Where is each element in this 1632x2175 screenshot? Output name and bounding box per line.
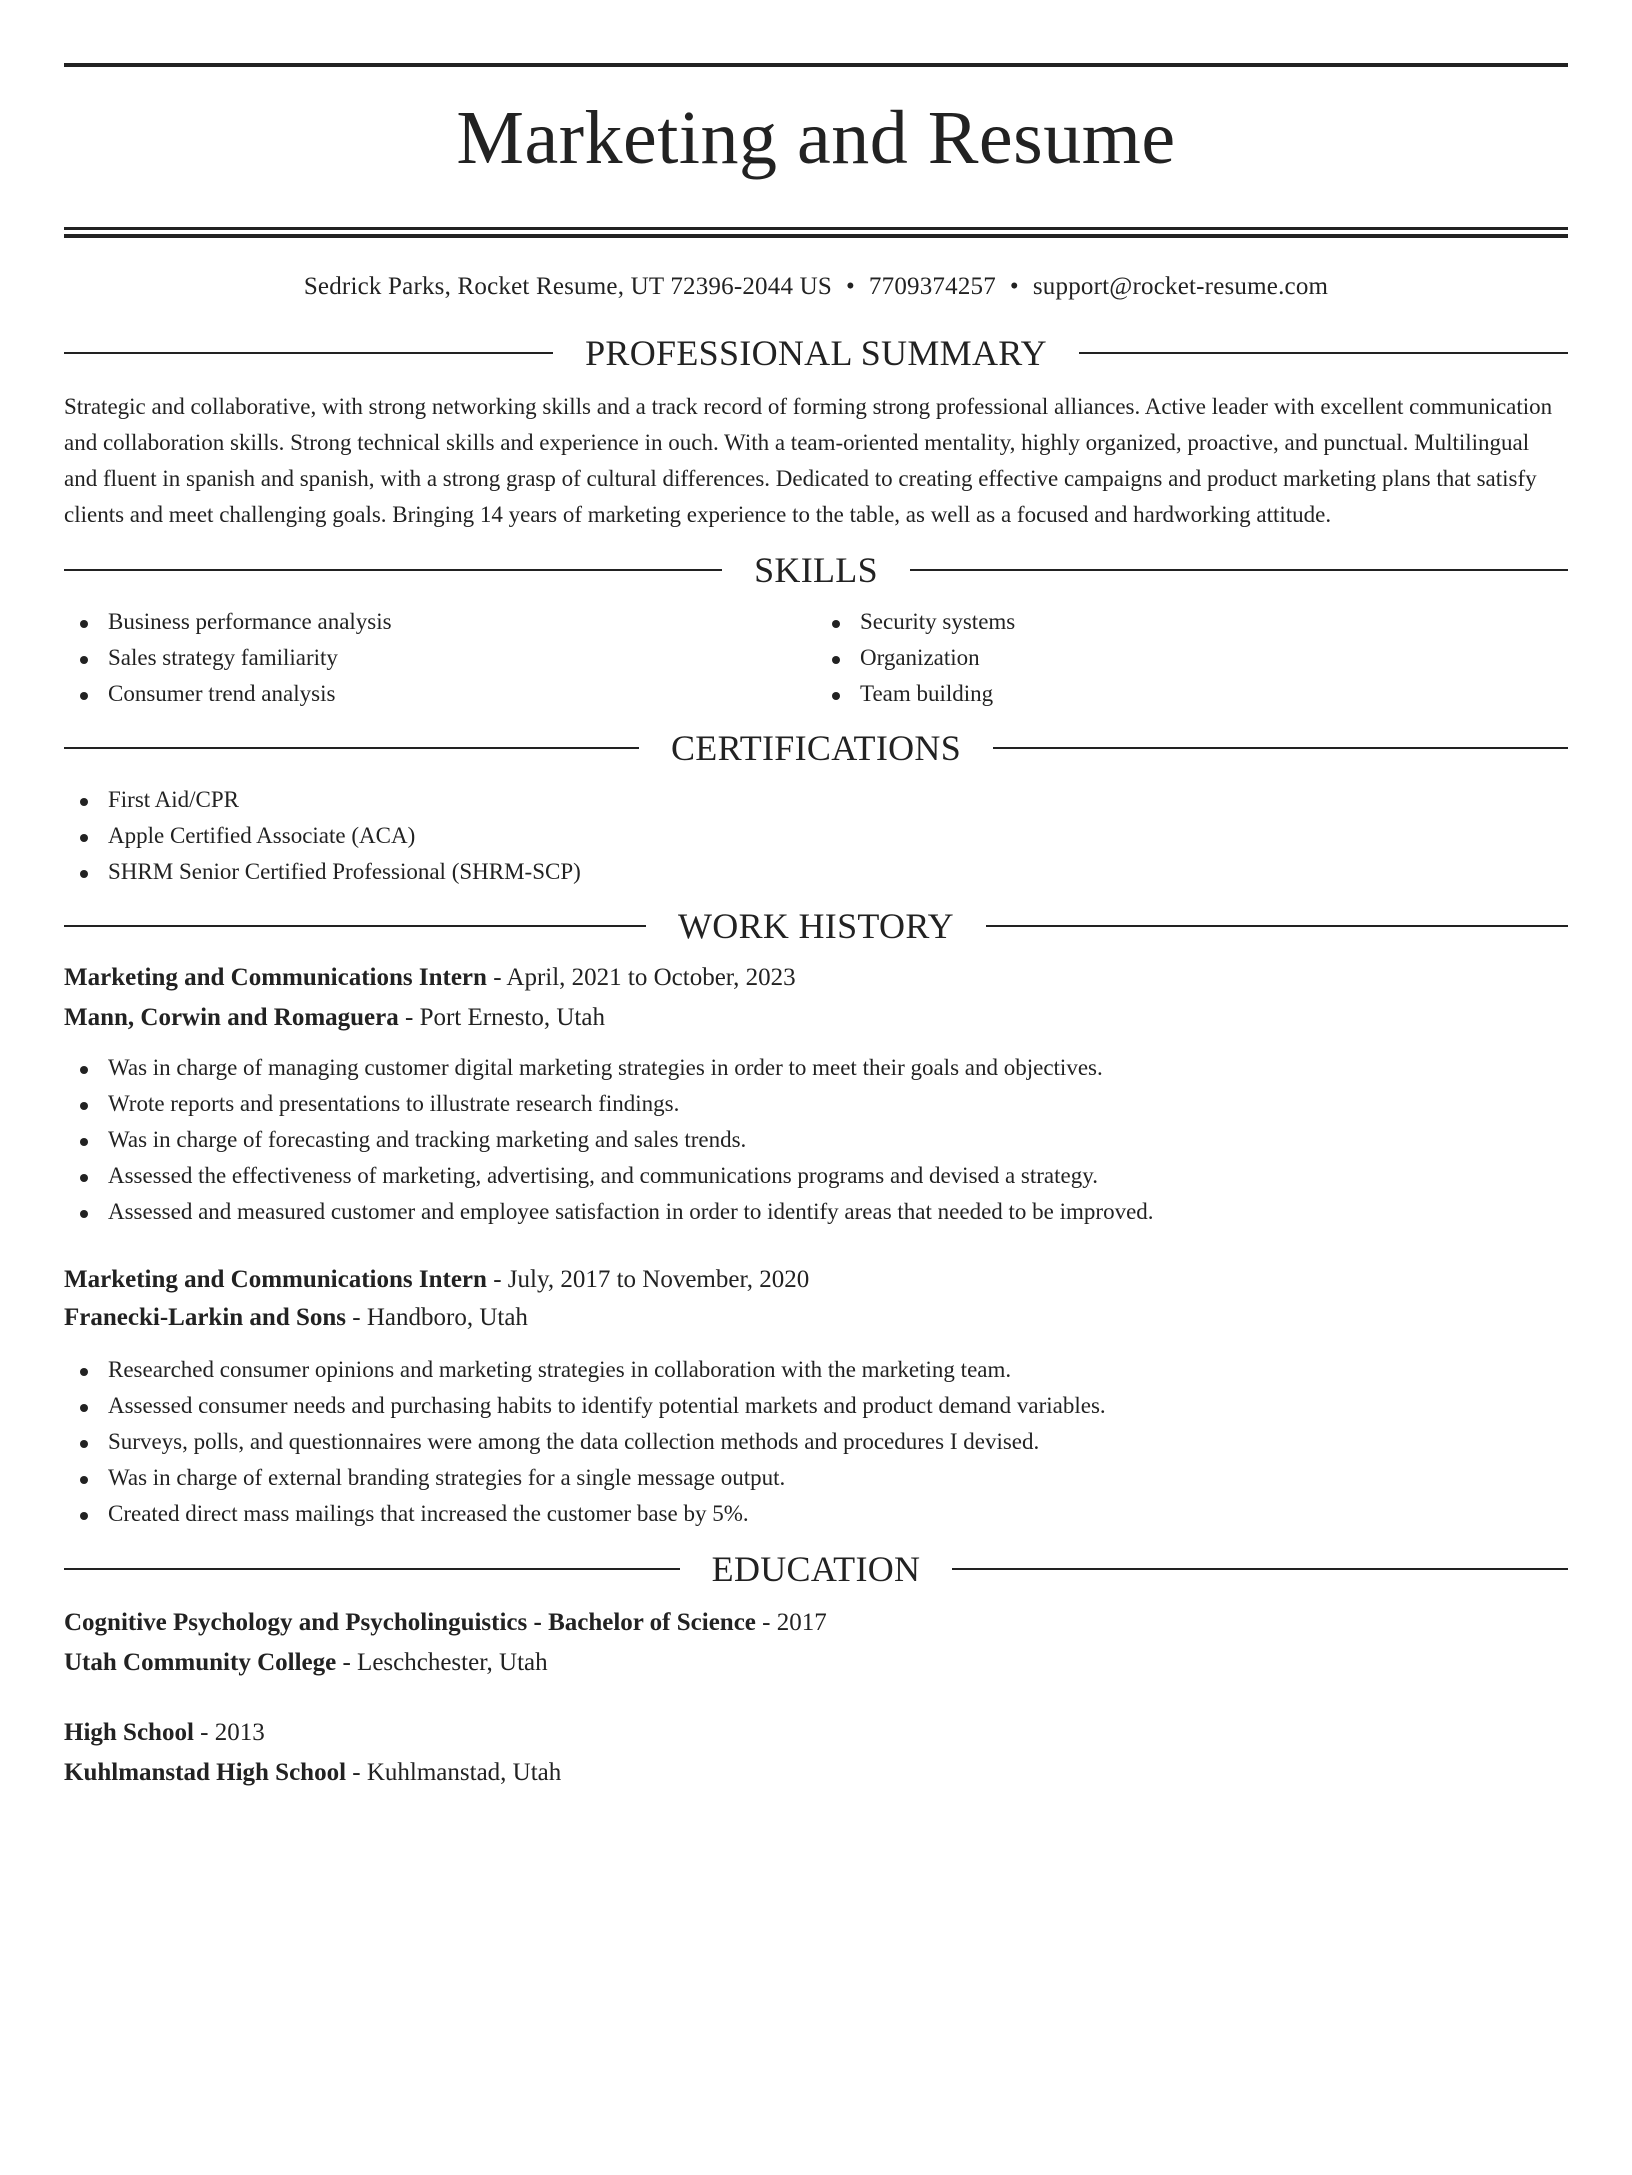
education-school: Utah Community College bbox=[64, 1648, 337, 1676]
education-school-line bbox=[64, 1643, 1568, 1683]
summary-text: Strategic and collaborative, with strong networking skills and a track record of forming strong professional alliances. Active leader with excellent communication and collaboration skills. Strong technical skills and experience in ouch. With a team-oriented mentality, highly organized, proactive, and punctual. Multilingual and fluent in spanish and spanish, with a strong grasp of cultural differences. Dedicated to creating effective campaigns and product marketing plans that satisfy clients and meet challenging goals. Bringing 14 years of marketing experience to the table, as well as a focused and hardworking attitude. bbox=[64, 393, 1553, 527]
education-year: - 2013 bbox=[193, 1718, 265, 1746]
job-company: Mann, Corwin and Romaguera bbox=[64, 1003, 399, 1031]
job-duty: Was in charge of external branding strategies for a single message output. bbox=[64, 1460, 1568, 1496]
skill-item: Team building bbox=[816, 676, 1568, 712]
job-location: - Handboro, Utah bbox=[346, 1303, 528, 1331]
contact-phone: 7709374257 bbox=[868, 272, 996, 300]
job-duty: Assessed the effectiveness of marketing, advertising, and communications programs and devised a strategy. bbox=[64, 1158, 1568, 1194]
work-history-section-header bbox=[64, 906, 1568, 946]
section-title: EDUCATION bbox=[711, 1548, 921, 1589]
divider-line bbox=[1079, 352, 1568, 354]
education-year: - 2017 bbox=[755, 1608, 827, 1636]
divider-line bbox=[910, 569, 1568, 571]
job-duty: Assessed consumer needs and purchasing habits to identify potential markets and product demand variables. bbox=[64, 1388, 1568, 1424]
job-company-line bbox=[64, 998, 1568, 1038]
section-title: PROFESSIONAL SUMMARY bbox=[585, 332, 1047, 373]
job-duty: Created direct mass mailings that increased the customer base by 5%. bbox=[64, 1496, 1568, 1532]
education-degree-line bbox=[64, 1713, 1568, 1753]
education-school-line bbox=[64, 1753, 1568, 1793]
resume-title: Marketing and Resume bbox=[456, 96, 1176, 180]
education-degree: High School bbox=[64, 1718, 194, 1746]
education-school: Kuhlmanstad High School bbox=[64, 1758, 347, 1786]
skills-grid bbox=[64, 604, 1568, 712]
education-degree: Cognitive Psychology and Psycholinguistics - Bachelor of Science bbox=[64, 1608, 756, 1636]
job-entry bbox=[64, 1260, 1568, 1532]
divider-line bbox=[986, 925, 1568, 927]
section-title: CERTIFICATIONS bbox=[670, 727, 962, 768]
education-location: - Kuhlmanstad, Utah bbox=[346, 1758, 562, 1786]
section-title: SKILLS bbox=[754, 549, 878, 590]
contact-email: support@rocket-resume.com bbox=[1032, 272, 1329, 300]
double-rule bbox=[64, 227, 1568, 238]
job-duty: Surveys, polls, and questionnaires were among the data collection methods and procedures I devised. bbox=[64, 1424, 1568, 1460]
job-title-line bbox=[64, 1260, 1568, 1300]
job-company-line bbox=[64, 1298, 1568, 1338]
summary-section-header bbox=[64, 333, 1568, 373]
contact-separator: • bbox=[845, 272, 855, 300]
certification-item: SHRM Senior Certified Professional (SHRM-SCP) bbox=[64, 854, 1568, 890]
job-duty: Assessed and measured customer and employee satisfaction in order to identify areas that needed to be improved. bbox=[64, 1194, 1568, 1230]
job-title-line bbox=[64, 958, 1568, 998]
job-title: Marketing and Communications Intern bbox=[64, 963, 487, 991]
top-rule bbox=[64, 63, 1568, 67]
skill-item: Organization bbox=[816, 640, 1568, 676]
certifications-section-header bbox=[64, 728, 1568, 768]
education-section-header bbox=[64, 1549, 1568, 1589]
job-duty: Researched consumer opinions and marketing strategies in collaboration with the marketing team. bbox=[64, 1352, 1568, 1388]
education-location: - Leschchester, Utah bbox=[336, 1648, 548, 1676]
divider-line bbox=[952, 1568, 1568, 1570]
resume-page bbox=[0, 63, 1632, 2175]
job-entry bbox=[64, 958, 1568, 1230]
divider-line bbox=[993, 747, 1568, 749]
job-duties-list bbox=[64, 1352, 1568, 1532]
job-duty: Was in charge of forecasting and tracking marketing and sales trends. bbox=[64, 1122, 1568, 1158]
skill-item: Consumer trend analysis bbox=[64, 676, 816, 712]
divider-line bbox=[64, 925, 646, 927]
section-title: WORK HISTORY bbox=[678, 905, 954, 946]
job-dates: - April, 2021 to October, 2023 bbox=[486, 963, 796, 991]
skill-item: Business performance analysis bbox=[64, 604, 816, 640]
job-dates: - July, 2017 to November, 2020 bbox=[486, 1265, 810, 1293]
divider-line bbox=[64, 1568, 680, 1570]
job-title: Marketing and Communications Intern bbox=[64, 1265, 487, 1293]
certifications-list bbox=[64, 782, 1568, 890]
contact-line bbox=[64, 274, 1568, 300]
education-entry bbox=[64, 1603, 1568, 1683]
job-duty: Was in charge of managing customer digital marketing strategies in order to meet their goals and objectives. bbox=[64, 1050, 1568, 1086]
skills-list-left bbox=[64, 604, 816, 712]
certification-item: Apple Certified Associate (ACA) bbox=[64, 818, 1568, 854]
skill-item: Sales strategy familiarity bbox=[64, 640, 816, 676]
skills-list-right bbox=[816, 604, 1568, 712]
job-duty: Wrote reports and presentations to illustrate research findings. bbox=[64, 1086, 1568, 1122]
skill-item: Security systems bbox=[816, 604, 1568, 640]
job-location: - Port Ernesto, Utah bbox=[398, 1003, 605, 1031]
education-degree-line bbox=[64, 1603, 1568, 1643]
divider-line bbox=[64, 569, 722, 571]
contact-separator: • bbox=[1009, 272, 1019, 300]
skills-section-header bbox=[64, 550, 1568, 590]
divider-line bbox=[64, 747, 639, 749]
certification-item: First Aid/CPR bbox=[64, 782, 1568, 818]
job-company: Franecki-Larkin and Sons bbox=[64, 1303, 347, 1331]
job-duties-list bbox=[64, 1050, 1568, 1230]
education-entry bbox=[64, 1713, 1568, 1793]
contact-address: Sedrick Parks, Rocket Resume, UT 72396-2044 US bbox=[303, 272, 832, 300]
divider-line bbox=[64, 352, 553, 354]
